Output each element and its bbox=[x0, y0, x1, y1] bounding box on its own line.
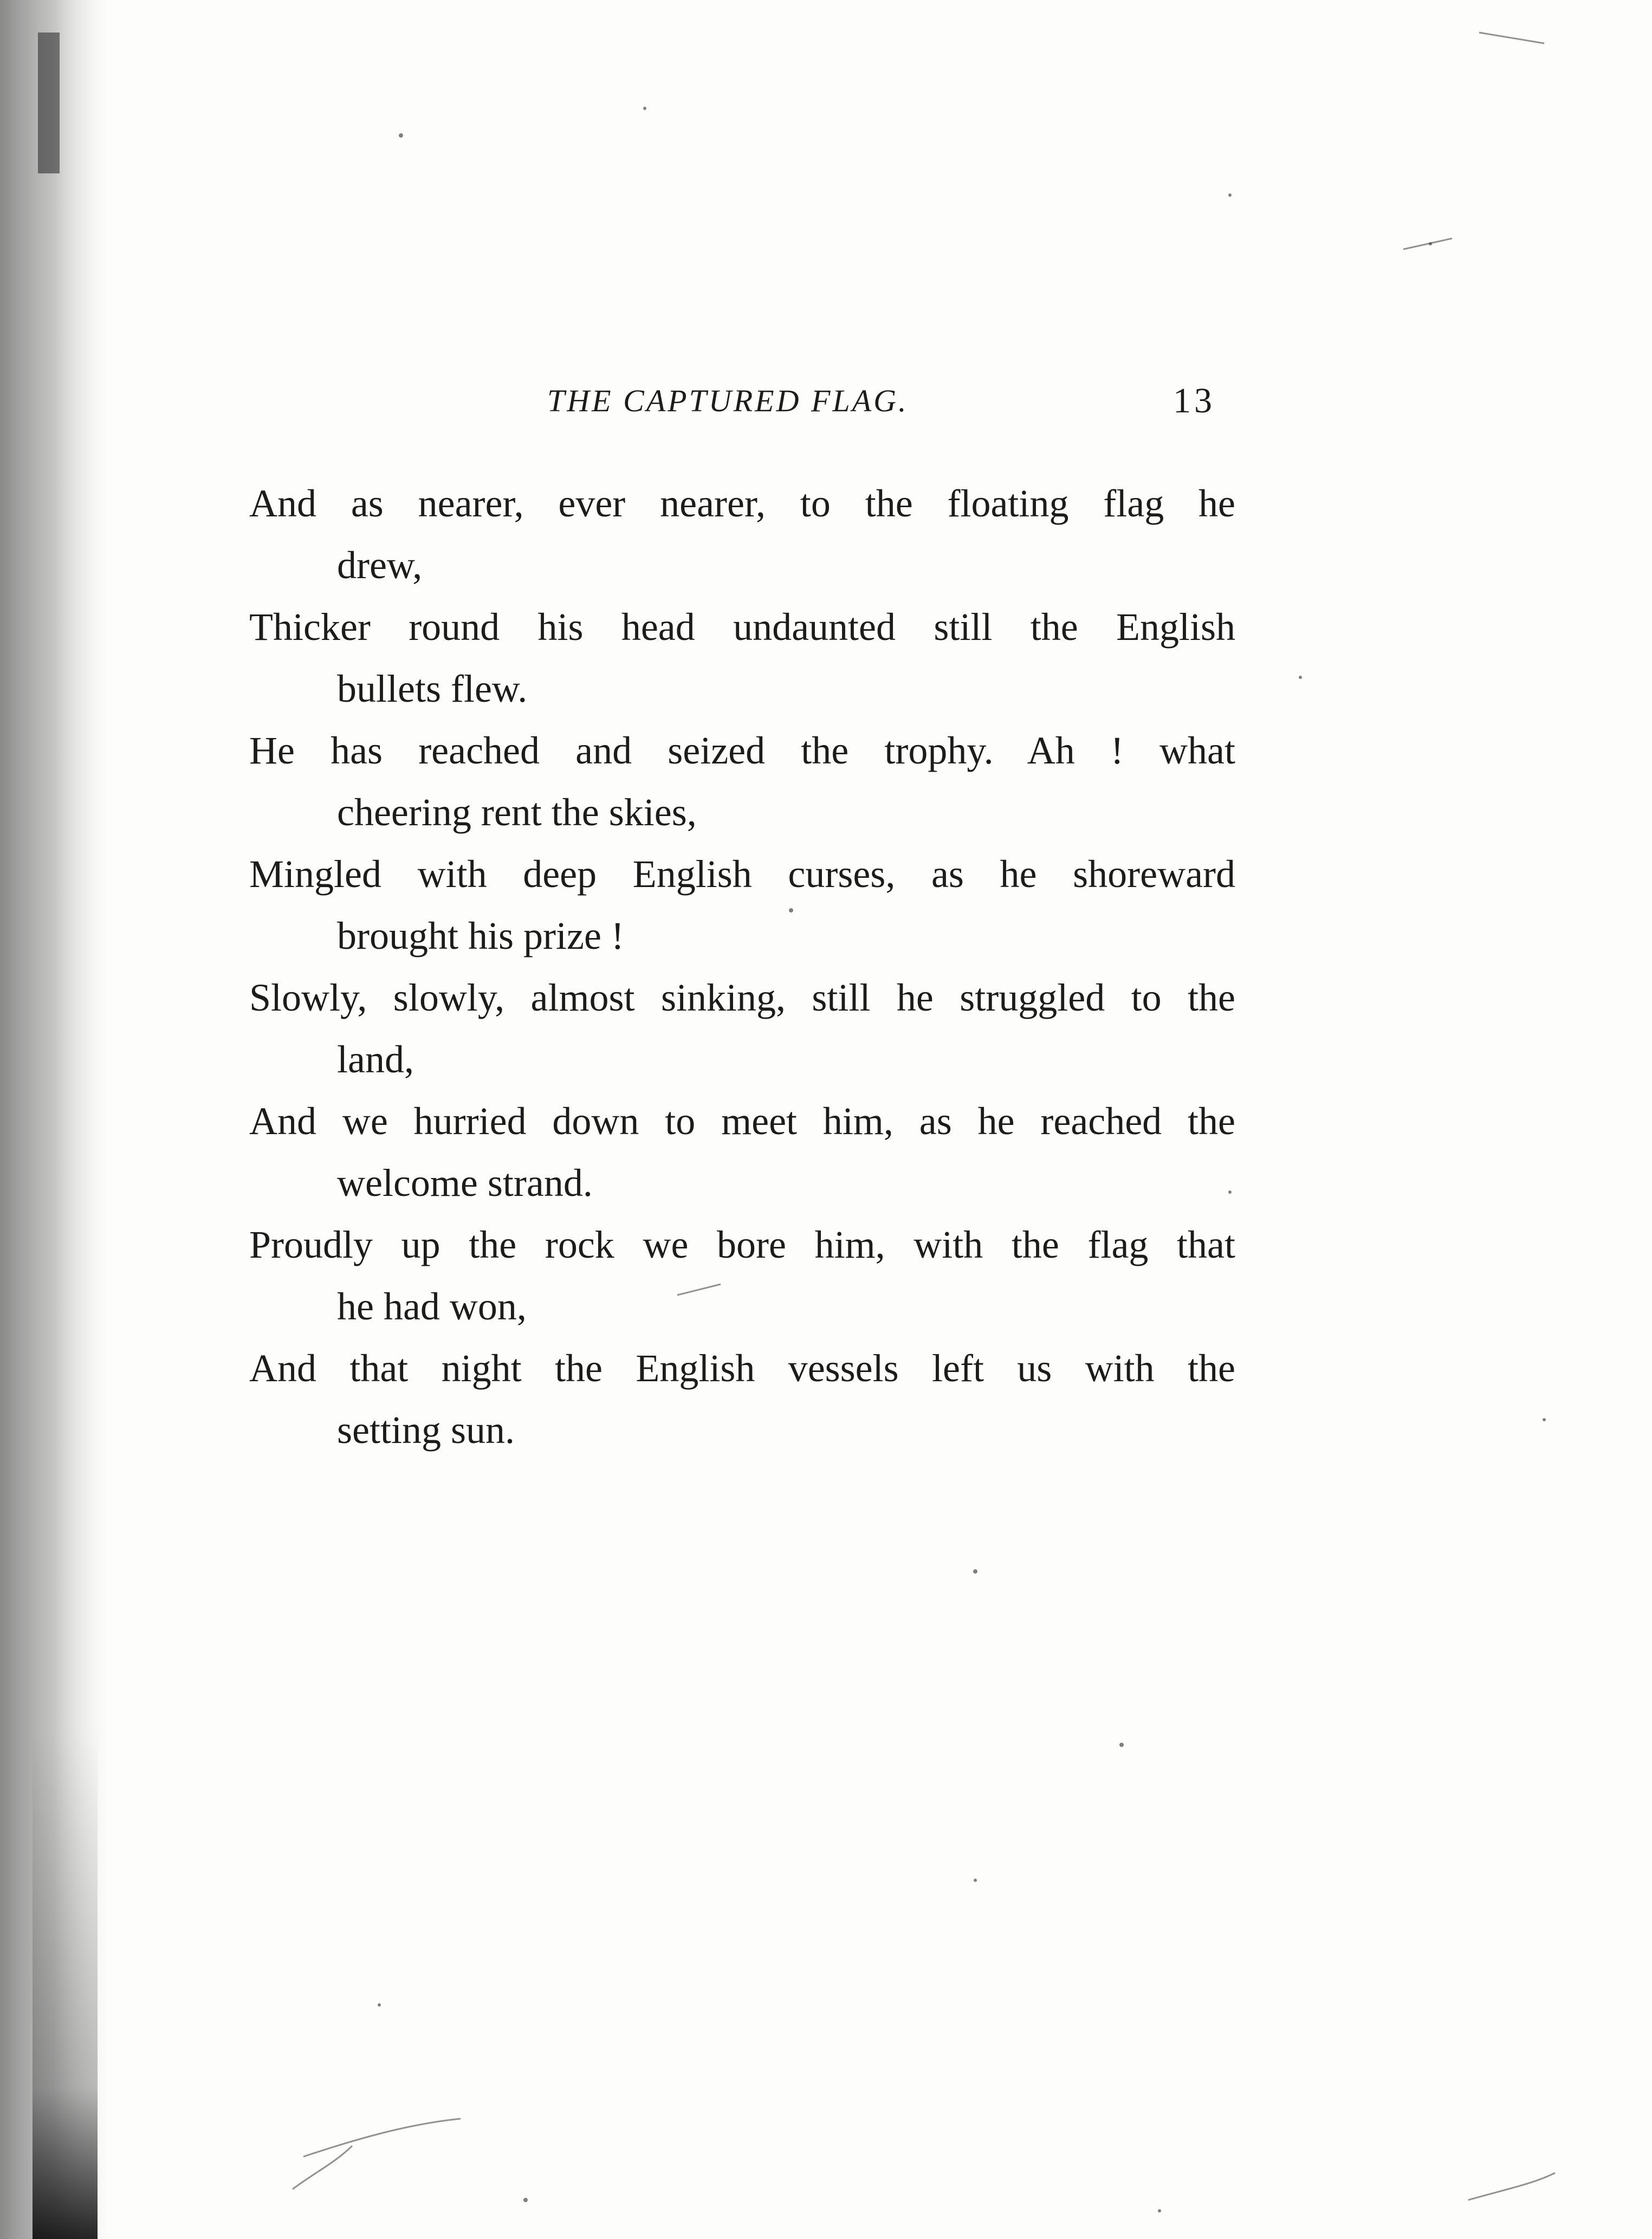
poem-line-continuation: welcome strand. bbox=[337, 1161, 593, 1205]
poem-body bbox=[249, 473, 1235, 1461]
poem-line-continuation: setting sun. bbox=[337, 1408, 515, 1452]
page-number: 13 bbox=[1173, 381, 1215, 420]
poem-line: Thicker round his head undaunted still the English bbox=[249, 605, 1235, 649]
running-title: THE CAPTURED FLAG. bbox=[547, 383, 909, 418]
poem-line-continuation: he had won, bbox=[337, 1285, 527, 1328]
poem-line: He has reached and seized the trophy. Ah ! what bbox=[249, 729, 1235, 772]
poem-line: And as nearer, ever nearer, to the floating flag he bbox=[249, 482, 1235, 525]
poem-line-continuation: cheering rent the skies, bbox=[337, 791, 697, 834]
poem-line-continuation: drew, bbox=[337, 543, 423, 587]
poem-line: And that night the English vessels left us with the bbox=[249, 1347, 1235, 1390]
poem-line-continuation: land, bbox=[337, 1038, 414, 1081]
poem-line-continuation: brought his prize ! bbox=[337, 914, 624, 957]
poem-line: Mingled with deep English curses, as he shoreward bbox=[249, 852, 1235, 896]
poem-line-continuation: bullets flew. bbox=[337, 667, 528, 710]
poem-line: Proudly up the rock we bore him, with the flag that bbox=[249, 1223, 1235, 1266]
poem-line: And we hurried down to meet him, as he reached the bbox=[249, 1099, 1235, 1143]
poem-line: Slowly, slowly, almost sinking, still he struggled to the bbox=[249, 976, 1235, 1019]
